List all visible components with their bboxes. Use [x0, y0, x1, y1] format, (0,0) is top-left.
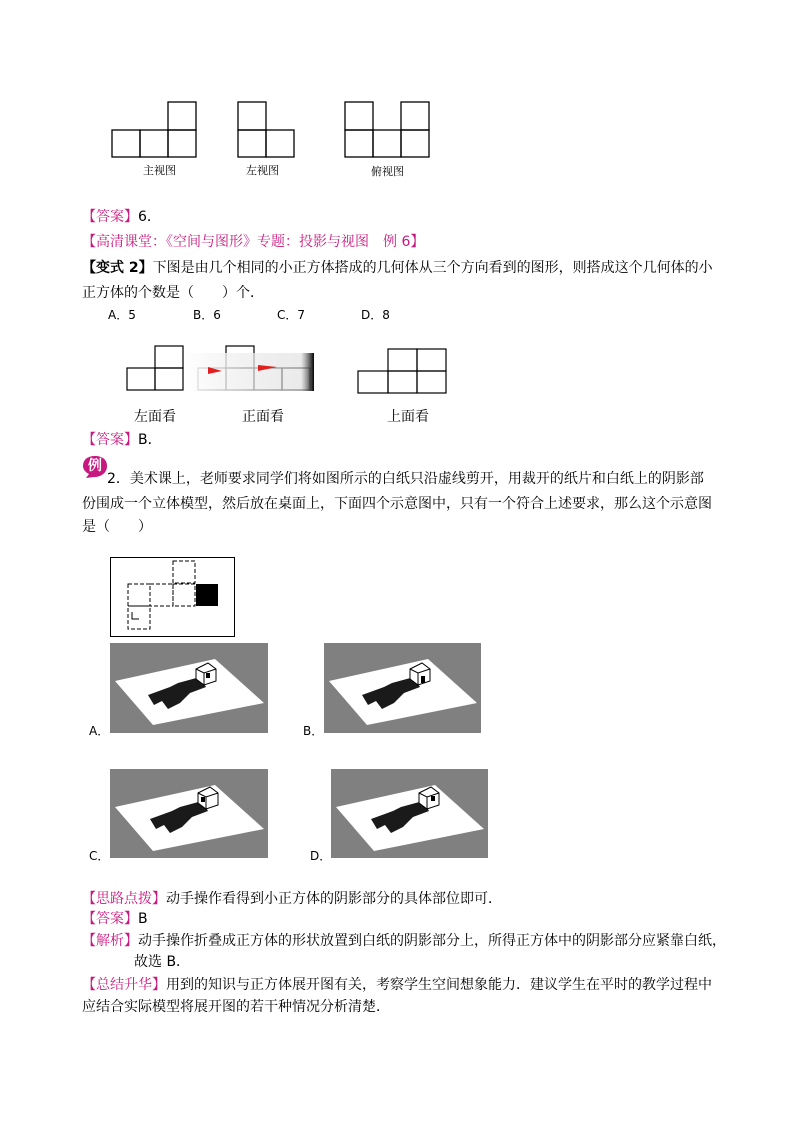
- option-a: A．5: [108, 308, 136, 322]
- hint-text: 动手操作看得到小正方体的阴影部分的具体部位即可．: [166, 891, 502, 907]
- variant-2-line-1: [82, 259, 713, 277]
- example-line-3: 是（ ）: [82, 519, 152, 535]
- front-side-view-figure: [182, 345, 317, 393]
- analysis-line-2: 故选 B．: [134, 954, 191, 970]
- hint-line: [82, 890, 502, 908]
- front-view-label: 主视图: [143, 164, 176, 177]
- answer-1: [82, 208, 161, 226]
- option-d: D．8: [361, 308, 390, 322]
- analysis-tag: 【解析】: [82, 933, 138, 949]
- summary-tag: 【总结升华】: [82, 977, 166, 993]
- variant-text-1: 下图是由几个相同的小正方体搭成的几何体从三个方向看到的图形，则搭成这个几何体的小: [152, 260, 713, 276]
- summary-text-1: 用到的知识与正方体展开图有关，考察学生空间想象能力．建议学生在平时的教学过程中: [166, 977, 712, 993]
- analysis-line-1: [82, 932, 726, 950]
- summary-line-2: 应结合实际模型将展开图的若干种情况分析清楚．: [82, 999, 390, 1015]
- variant-tag: 【变式 2】: [82, 260, 153, 276]
- choice-c-figure: [110, 769, 268, 858]
- hint-tag: 【思路点拨】: [82, 891, 166, 907]
- summary-line-1: [82, 976, 712, 994]
- choice-a-label: A．: [89, 724, 110, 738]
- answer-3: [82, 910, 148, 928]
- left-side-label: 左面看: [134, 409, 176, 425]
- front-side-label: 正面看: [242, 409, 284, 425]
- example-badge: 例: [88, 458, 102, 474]
- answer-2: [82, 431, 162, 449]
- answer-text: 6．: [138, 209, 161, 225]
- choice-b-figure: [324, 643, 481, 733]
- choice-d-label: D．: [310, 849, 332, 863]
- lesson-reference: 【高清课堂：《空间与图形》专题：投影与视图 例 6】: [82, 234, 425, 250]
- option-c: C．7: [277, 308, 306, 322]
- top-view-label: 俯视图: [371, 165, 404, 178]
- left-side-view-figure: [126, 345, 186, 393]
- choice-b-label: B．: [303, 724, 324, 738]
- answer-text: B．: [138, 432, 162, 448]
- top-side-view-figure: [357, 348, 449, 396]
- left-view-figure: [236, 100, 298, 160]
- answer-tag: 【答案】: [82, 911, 138, 927]
- choice-c-label: C．: [89, 849, 110, 863]
- choice-a-figure: [110, 643, 268, 733]
- answer-text: B: [138, 911, 148, 927]
- top-side-label: 上面看: [387, 409, 429, 425]
- left-view-label: 左视图: [246, 164, 279, 177]
- choice-d-figure: [331, 769, 488, 858]
- paper-net-figure: [110, 557, 236, 638]
- front-view-figure: [110, 100, 200, 160]
- option-b: B．6: [193, 308, 221, 322]
- analysis-text-1: 动手操作折叠成正方体的形状放置到白纸的阴影部分上，所得正方体中的阴影部分应紧靠白纸，: [138, 933, 726, 949]
- example-line-1: 2．美术课上，老师要求同学们将如图所示的白纸只沿虚线剪开，用裁开的纸片和白纸上的阴影部: [107, 471, 704, 487]
- top-view-figure: [343, 100, 435, 160]
- answer-tag: 【答案】: [82, 432, 138, 448]
- answer-tag: 【答案】: [82, 209, 138, 225]
- example-line-2: 份围成一个立体模型，然后放在桌面上，下面四个示意图中，只有一个符合上述要求，那么这个示意图: [82, 496, 712, 512]
- variant-2-line-2: 正方体的个数是（ ）个．: [82, 285, 264, 301]
